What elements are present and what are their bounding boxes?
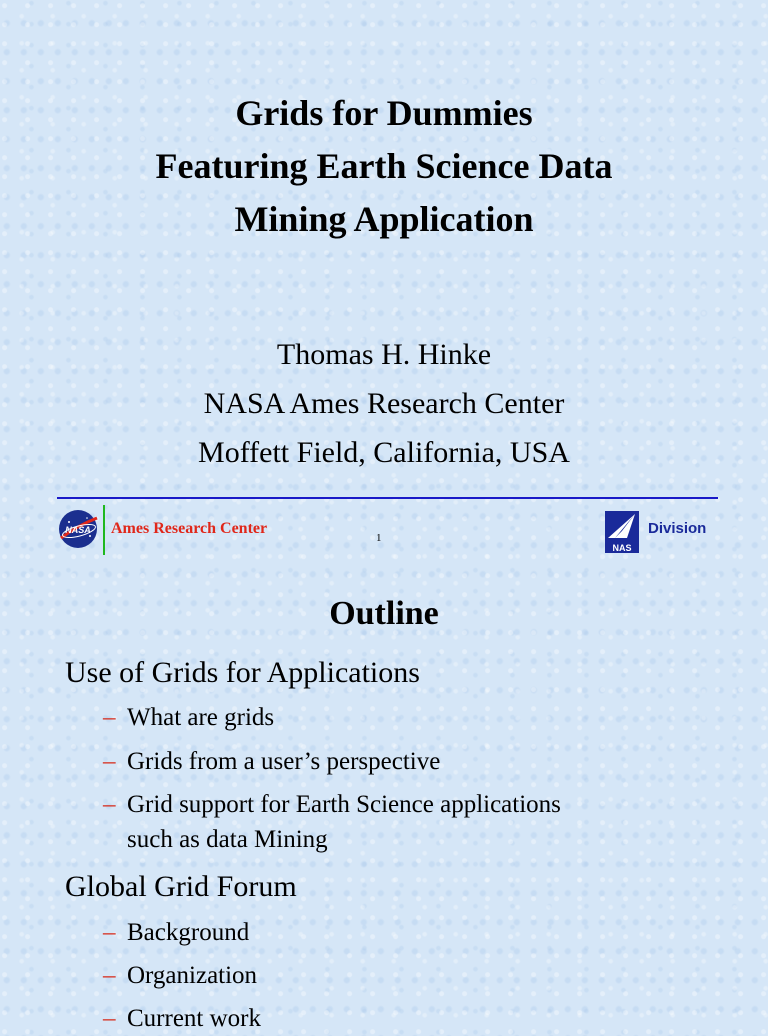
title-line-1: Grids for Dummies xyxy=(235,93,533,133)
footer-rule xyxy=(57,497,718,499)
list-item: – Grids from a user’s perspective xyxy=(103,745,440,779)
outline-title: Outline xyxy=(329,595,439,632)
dash-bullet: – xyxy=(103,748,116,775)
list-item: – Background xyxy=(103,916,249,950)
author-location: Moffett Field, California, USA xyxy=(198,436,570,469)
list-item: – Organization xyxy=(103,959,257,993)
title-line-2: Featuring Earth Science Data xyxy=(155,146,613,186)
division-label: Division xyxy=(648,520,707,537)
list-item: – Grid support for Earth Science applications xyxy=(103,788,561,822)
slide-title xyxy=(0,87,768,246)
dash-bullet: – xyxy=(103,962,116,989)
author-name: Thomas H. Hinke xyxy=(276,338,492,371)
author-block xyxy=(0,330,768,477)
dash-bullet: – xyxy=(103,919,116,946)
page-number: 1 xyxy=(376,532,382,544)
section-heading-global-grid-forum: Global Grid Forum xyxy=(65,870,297,903)
author-affiliation: NASA Ames Research Center xyxy=(203,387,565,420)
list-item: – What are grids xyxy=(103,701,274,735)
svg-text:NAS: NAS xyxy=(612,543,632,553)
title-line-3: Mining Application xyxy=(234,199,534,239)
list-item-continuation: such as data Mining xyxy=(127,826,328,853)
dash-bullet: – xyxy=(103,1005,116,1032)
section-heading-grids-applications: Use of Grids for Applications xyxy=(65,656,420,689)
dash-bullet: – xyxy=(103,704,116,731)
dash-bullet: – xyxy=(103,791,116,818)
nasa-logo-icon xyxy=(57,508,99,550)
list-item: – Current work xyxy=(103,1002,261,1036)
svg-text:NASA: NASA xyxy=(65,525,91,535)
ames-label: Ames Research Center xyxy=(111,520,268,537)
footer-divider xyxy=(103,505,105,555)
nas-logo-icon xyxy=(605,511,639,553)
